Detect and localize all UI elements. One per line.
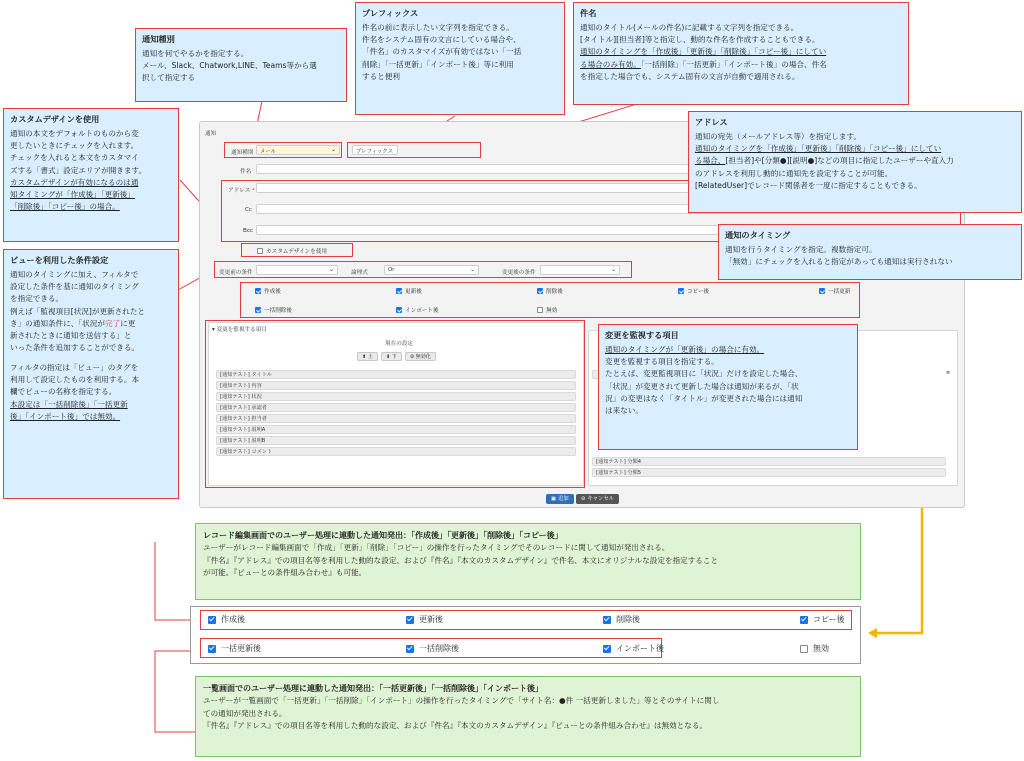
timing-delete-checkbox[interactable]: 削除後 [537,287,563,295]
timing-bulk-update-checkbox[interactable]: 一括更新 [819,287,850,295]
note-line: を指定できる。 [10,294,64,304]
note-line: 削除」「一括更新」「インポート後」等に利用 [362,59,514,69]
timing-update-checkbox[interactable]: 更新後 [406,614,443,625]
logic-select[interactable]: Or ⌄ [384,265,479,275]
list-item[interactable]: [通知テスト] 説明B [216,436,576,445]
checkbox-icon [603,645,611,653]
required-mark: * [252,188,255,194]
disable-button[interactable]: ⊘ 無効化 [405,352,436,361]
timing-import-checkbox[interactable]: インポート後 [396,306,439,314]
note-line: 「削除後」「コピー後」の場合。 [10,201,120,211]
custom-design-highlight [241,243,353,257]
note-watch-items [598,324,858,450]
list-item[interactable]: [通知テスト] 担当者 [216,414,576,423]
timing-bulk-delete-checkbox[interactable]: 一括削除後 [255,306,292,314]
timing-import-checkbox[interactable]: インポート後 [603,643,664,654]
note-line: 本設定は「一括削除後」「一括更新 [10,399,128,409]
note-title: カスタムデザインを使用 [10,114,100,124]
note-line: 更したいときにチェックを入れます。 [10,141,139,151]
scrollbar[interactable]: ≡ [946,370,951,376]
bcc-label: Bcc [243,228,253,234]
move-down-button[interactable]: ⬇ 下 [381,352,402,361]
enlarged-row1-highlight [200,610,852,630]
note-notify-type [135,28,347,102]
list-item[interactable]: [通知テスト] 承認者 [216,403,576,412]
notify-type-label: 通知種別 [231,150,254,156]
list-item[interactable]: [通知テスト] 内容 [216,381,576,390]
note-line: 新されたときに通知を送信する」と [10,330,132,340]
note-line: 例えば「監視項目[状況]が更新されたと [10,306,146,316]
down-icon: ⬇ [386,354,391,360]
notify-type-highlight [224,142,342,158]
note-line: カスタムデザインが有効になるのは通 [10,177,139,187]
timing-create-checkbox[interactable]: 作成後 [255,287,281,295]
list-item[interactable]: [通知テスト] 分類4 [592,457,946,466]
chevron-down-icon: ⌄ [469,266,475,273]
note-title: アドレス [695,117,728,127]
timing-bulk-update-checkbox[interactable]: 一括更新後 [208,643,261,654]
note-line: 通知のタイミングを「作成後」「更新後」「削除後」「コピー後」にしてい [695,144,942,154]
after-cond-label: 変更後の条件 [502,270,536,276]
note-line: 設定した条件を基に通知のタイミング [10,282,139,292]
note-prefix [355,2,565,115]
note-line: 件名をシステム固有の文言にしている場合や、 [362,35,521,45]
timing-highlight [240,282,860,318]
checkbox-icon [406,616,414,624]
note-line: [タイトル][担当者]等と指定し、動的な件名を作成することもできる。 [580,35,820,45]
note-line: ズする「書式」設定エリアが開きます。 [10,165,147,175]
note-line: 通知のタイミングを「作成後」「更新後」「削除後」「コピー後」にしてい [580,47,827,57]
timing-update-checkbox[interactable]: 更新後 [396,287,422,295]
note-line: 知タイミングが「作成後」「更新後」 [10,189,135,199]
chevron-down-icon: ⌄ [330,146,336,153]
timing-create-checkbox[interactable]: 作成後 [208,614,245,625]
timing-delete-checkbox[interactable]: 削除後 [603,614,640,625]
note-title: プレフィックス [362,8,419,18]
list-item[interactable]: [通知テスト] 状況 [216,392,576,401]
note-line: 通知のタイミングに加え、フィルタで [10,270,139,280]
note-line: 『件名』『アドレス』での項目名等を利用した動的な設定、および『件名』『本文のカスタムデザイン』で件名、本文にオリジナルな設定を指定すること [203,555,719,565]
note-title: 通知のタイミング [725,230,791,240]
note-line: 択して指定する [142,73,196,83]
notify-type-select[interactable]: メール ⌄ [256,145,340,155]
note-line: [RelatedUser]でレコード関係者を一度に指定することもできる。 [695,180,922,190]
watch-header[interactable]: ▾ 変更を監視する項目 [212,327,267,333]
list-item[interactable]: [通知テスト] タイトル [216,370,576,379]
note-line: すると便利 [362,71,400,81]
checkbox-icon [208,616,216,624]
note-line: 通知の本文をデフォルトのものから変 [10,129,139,139]
section-title: 通知 [205,131,217,137]
subject-label: 件名 [240,169,252,175]
logic-label: 論理式 [351,270,368,276]
note-line: 利用して設定したものを利用する。本 [10,375,140,385]
disable-icon: ⊘ [410,354,415,360]
note-line: を指定した場合でも、システム固有の文言が自動で適用される。 [580,71,800,81]
note-title: 変更を監視する項目 [605,330,679,340]
up-icon: ⬆ [362,354,367,360]
add-button[interactable]: ▣ 追加 [546,494,574,504]
save-icon: ▣ [551,496,558,502]
list-item[interactable]: [通知テスト] コメント [216,447,576,456]
before-cond-label: 変更前の条件 [219,270,253,276]
note-title: 通知種別 [142,34,175,44]
note-line: ユーザーがレコード編集画面で「作成」「更新」「削除」「コピー」の操作を行ったタイミングでそのレコードに関して通知が発出される。 [203,543,670,553]
timing-disabled-checkbox[interactable]: 無効 [537,306,557,314]
custom-design-checkbox[interactable]: カスタムデザインを使用 [257,247,327,255]
note-line: る場合のみ有効。「一括削除」「一括更新」「インポート後」の場合、件名 [580,59,827,69]
note-line: 「状況」が変更されて更新した場合は通知が来るが、「状 [605,381,799,391]
timing-copy-checkbox[interactable]: コピー後 [800,614,845,625]
note-subject [573,2,909,105]
note-line: フィルタの指定は「ビュー」のタグを [10,363,139,373]
prefix-highlight [347,142,481,158]
note-custom-design [3,108,179,242]
address-label: アドレス * [228,188,255,194]
note-line: たとえば、変更監視項目に「状況」だけを設定した場合、 [605,369,803,379]
timing-copy-checkbox[interactable]: コピー後 [678,287,709,295]
note-line: 通知の宛先（メールアドレス等）を指定します。 [695,132,862,142]
move-up-button[interactable]: ⬆ 上 [357,352,378,361]
note-line: 通知を何でやるかを指定する。 [142,49,249,59]
note-line: 「件名」のカスタマイズが有効ではない「一括 [362,47,522,57]
note-timing [718,224,1022,280]
note-list-bulk-timing [195,676,861,757]
note-line: 通知を行うタイミングを指定。複数指定可。 [725,245,877,255]
note-line: ユーザーが一覧画面で「一括更新」「一括削除」「インポート」の操作を行ったタイミングで「サイト名：●件 一括更新しました」等とそのサイトに関し [203,696,720,706]
note-line: 『件名』『アドレス』での項目名等を利用した動的な設定、および『件名』『本文のカスタムデザイン』『ビューとの条件組み合わせ』は無効となる。 [203,721,708,731]
timing-disabled-checkbox[interactable]: 無効 [800,643,829,654]
watch-items-highlight [205,320,585,488]
cancel-button[interactable]: ⊘ キャンセル [576,494,619,504]
checkbox-icon [800,645,808,653]
note-line: が可能。『ビューとの条件組み合わせ』も可能。 [203,568,367,578]
note-line: 通知のタイトル(メールの件名)に記載する文字列を指定できる。 [580,23,799,33]
caret-icon: ▾ [212,327,217,333]
note-line: 件名の前に表示したい文字列を指定できる。 [362,23,514,33]
note-line: 「無効」にチェックを入れると指定があっても通知は実行されない [725,257,953,267]
note-line: は来ない。 [605,405,643,415]
cc-label: Cc [245,207,252,213]
note-title: レコード編集画面でのユーザー処理に連動した通知発出：「作成後」「更新後」「削除後」「コピー後」 [203,531,563,540]
list-item[interactable]: [通知テスト] 分類5 [592,468,946,477]
note-line: 欄でビューの名称を指定する。 [10,387,117,397]
note-line: のアドレスを利用し動的に通知先を設定することが可能。 [695,168,893,178]
note-line: メール、Slack、Chatwork,LINE、Teams等から選 [142,61,317,71]
cancel-icon: ⊘ [581,496,588,502]
note-line: 後」「インポート後」では無効。 [10,411,121,421]
note-title: ビューを利用した条件設定 [10,255,109,265]
note-title: 件名 [580,8,597,18]
note-line: いった条件を追加することができる。 [10,342,140,352]
timing-bulk-delete-checkbox[interactable]: 一括削除後 [406,643,459,654]
note-view [3,249,179,499]
chevron-down-icon: ⌄ [328,266,334,273]
note-line: き」の通知条件に、「状況が完了に更 [10,318,136,328]
note-record-edit-timing [195,523,861,600]
note-address [688,111,1022,213]
note-line: 況」の変更はなく「タイトル」が変更された場合には通知 [605,393,803,403]
note-line: 変更を監視する項目を指定する。 [605,357,719,367]
note-line: る場合、[担当者]や[分類●][説明●]などの項目に指定したユーザーや直入力 [695,156,954,166]
list-item[interactable]: [通知テスト] 説明A [216,425,576,434]
note-line: 通知のタイミングが「更新後」の場合に有効。 [605,345,765,355]
view-condition-highlight [214,261,632,278]
current-settings-label: 現在の設定 [385,341,413,347]
checkbox-icon [800,616,808,624]
checkbox-icon [603,616,611,624]
note-line: ての通知が発出される。 [203,708,287,718]
prefix-input[interactable]: プレフィックス [352,145,398,155]
checkbox-icon [406,645,414,653]
note-title: 一覧画面でのユーザー処理に連動した通知発出：「一括更新後」「一括削除後」「インポート後」 [203,684,543,693]
note-line: チェックを入れると本文をカスタマイ [10,153,139,163]
chevron-down-icon: ⌄ [610,266,616,273]
checkbox-icon [208,645,216,653]
